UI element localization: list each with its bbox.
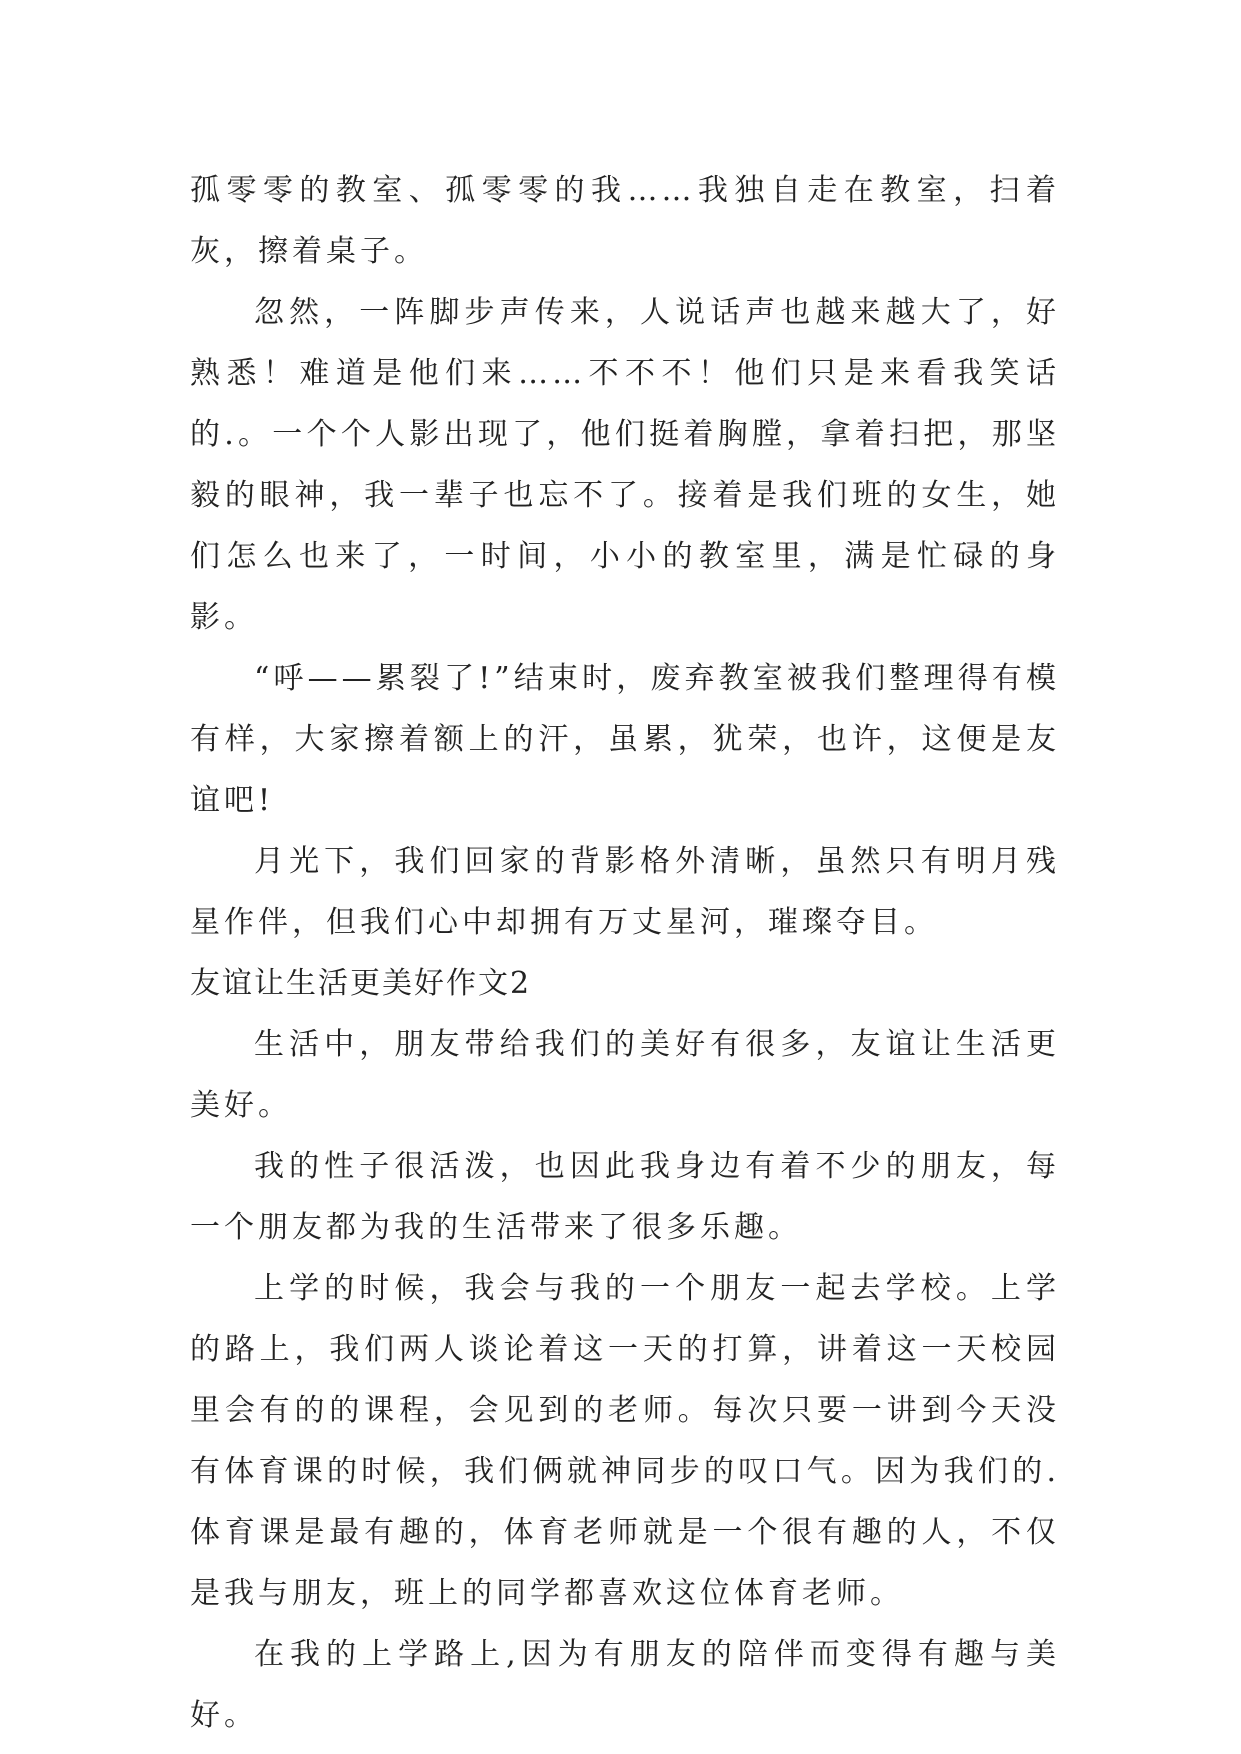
document-body <box>190 160 1060 1746</box>
paragraph-2: 忽然，一阵脚步声传来，人说话声也越来越大了，好熟悉！难道是他们来……不不不！他们只是来看我笑话的.。一个个人影出现了，他们挺着胸膛，拿着扫把，那坚毅的眼神，我一辈子也忘不了。接着是我们班的女生，她们怎么也来了，一时间，小小的教室里，满是忙碌的身影。 <box>190 295 1060 635</box>
paragraph-3: “呼——累裂了!”结束时，废弃教室被我们整理得有模有样，大家擦着额上的汗，虽累，犹荣，也许，这便是友谊吧! <box>190 661 1060 818</box>
paragraph-6: 我的性子很活泼，也因此我身边有着不少的朋友，每一个朋友都为我的生活带来了很多乐趣。 <box>190 1149 1060 1245</box>
paragraph-5: 生活中，朋友带给我们的美好有很多，友谊让生活更美好。 <box>190 1027 1060 1123</box>
paragraph-7: 上学的时候，我会与我的一个朋友一起去学校。上学的路上，我们两人谈论着这一天的打算，讲着这一天校园里会有的的课程，会见到的老师。每次只要一讲到今天没有体育课的时候，我们俩就神同步的叹口气。因为我们的.体育课是最有趣的，体育老师就是一个很有趣的人，不仅是我与朋友，班上的同学都喜欢这位体育老师。 <box>190 1271 1060 1611</box>
section-heading: 友谊让生活更美好作文2 <box>190 966 532 1001</box>
paragraph-4: 月光下，我们回家的背影格外清晰，虽然只有明月残星作伴，但我们心中却拥有万丈星河，璀璨夺目。 <box>190 844 1060 940</box>
paragraph-8: 在我的上学路上,因为有朋友的陪伴而变得有趣与美好。 <box>190 1637 1060 1733</box>
paragraph-1: 孤零零的教室、孤零零的我……我独自走在教室，扫着灰，擦着桌子。 <box>190 173 1060 269</box>
